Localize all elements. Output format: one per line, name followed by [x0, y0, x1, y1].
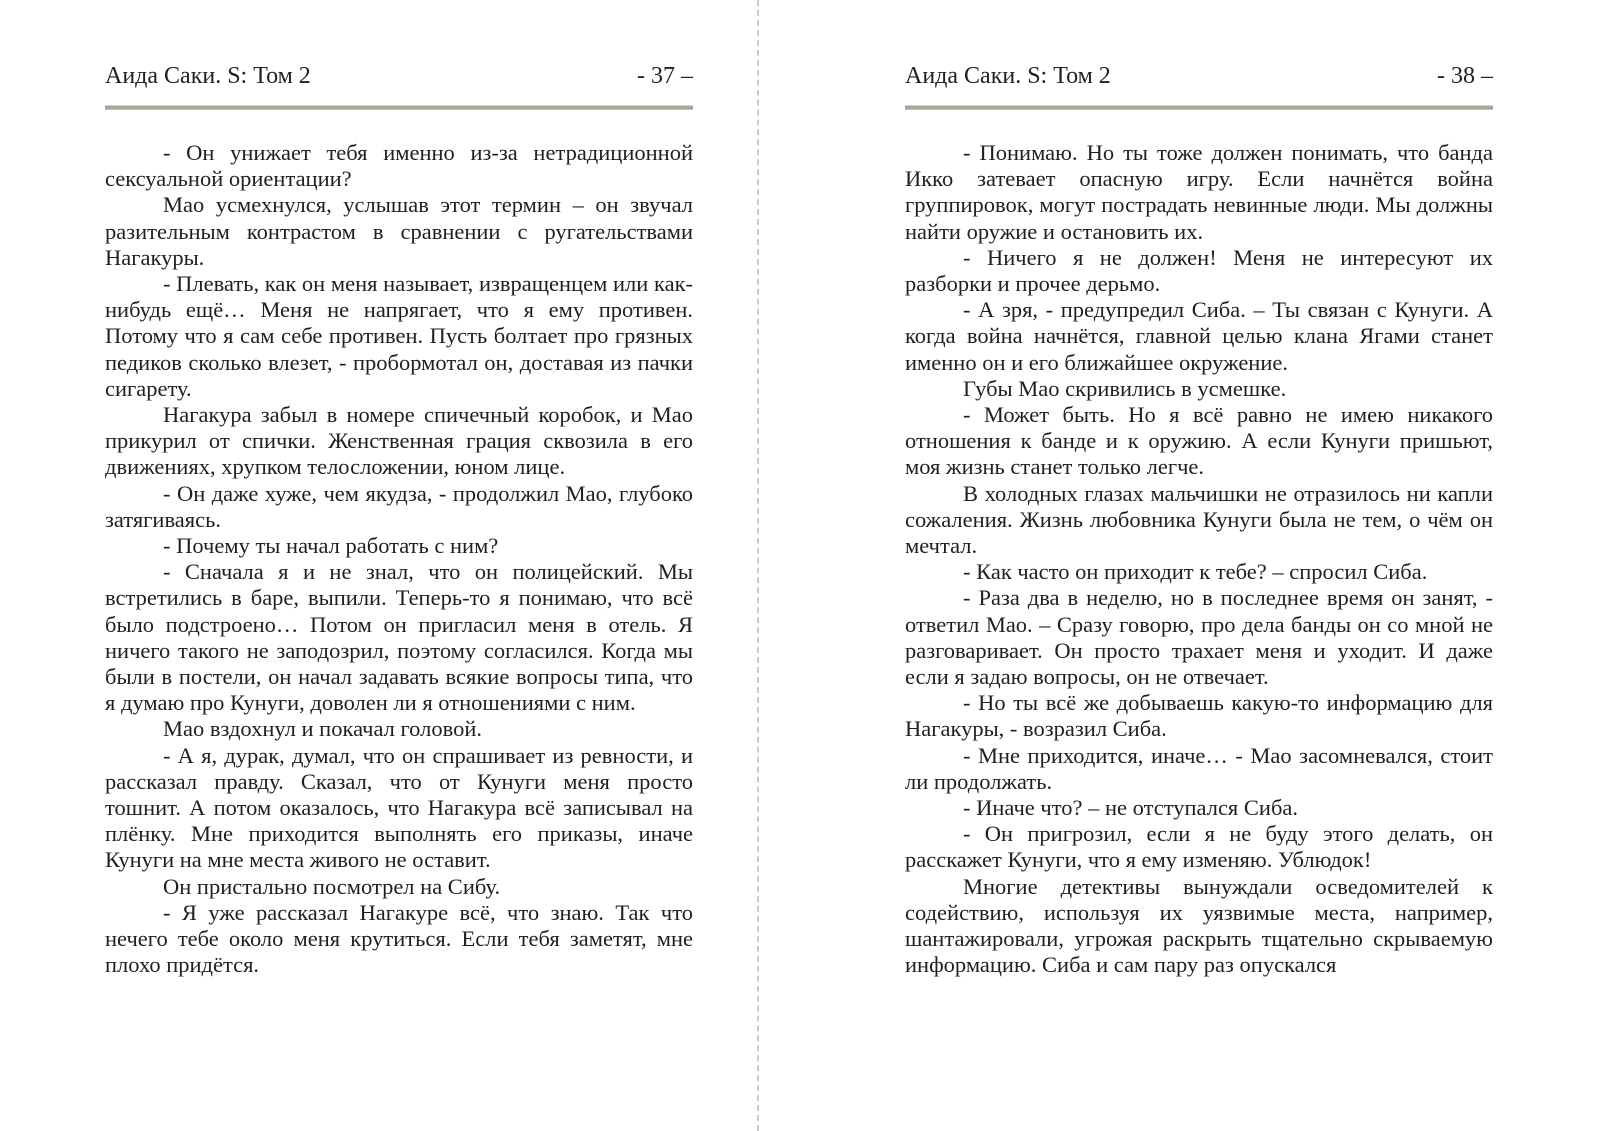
paragraph: - А я, дурак, думал, что он спрашивает из ревности, и рассказал правду. Сказал, что от Кунуги меня просто тошнит. А потом оказалось, что Нагакура всё записывал на плёнку. Мне приходится выполнять его приказы, иначе Кунуги на мне места живого не оставит. — [105, 742, 693, 873]
paragraph: Он пристально посмотрел на Сибу. — [163, 873, 501, 899]
paragraph: - Я уже рассказал Нагакуре всё, что знаю. Так что нечего тебе около меня крутиться. Если тебя заметят, мне плохо придётся. — [105, 899, 693, 978]
paragraph: - Но ты всё же добываешь какую-то информацию для Нагакуры, - возразил Сиба. — [905, 690, 1493, 742]
paragraph: Мао усмехнулся, услышав этот термин – он звучал разительным контрастом в сравнении с ругательствами Нагакуры. — [105, 192, 693, 270]
page-number: - 38 – — [1437, 63, 1493, 89]
paragraph: Мао вздохнул и покачал головой. — [163, 716, 482, 742]
header-rule — [905, 105, 1493, 110]
running-title: Аида Саки. S: Том 2 — [105, 63, 311, 89]
header-rule — [105, 105, 693, 110]
paragraph: - Он унижает тебя именно из-за нетрадиционной сексуальной ориентации? — [105, 140, 693, 192]
paragraph: Губы Мао скривились в усмешке. — [963, 375, 1287, 401]
paragraph: - Плевать, как он меня называет, извращенцем или как-нибудь ещё… Меня не напрягает, что я ему противен. Потому что я сам себе противен. Пусть болтает про грязных педиков сколько влезет, - пробормотал он, доставая из пачки сигарету. — [105, 271, 693, 401]
paragraph: - Мне приходится, иначе… - Мао засомневался, стоит ли продолжать. — [905, 742, 1493, 794]
paragraph: В холодных глазах мальчишки не отразилось ни капли сожаления. Жизнь любовника Кунуги была не тем, о чём он мечтал. — [905, 480, 1493, 559]
paragraph: - Как часто он приходит к тебе? – спросил Сиба. — [963, 559, 1428, 585]
page-number: - 37 – — [637, 63, 693, 89]
page-divider — [757, 0, 759, 1131]
page-header — [105, 0, 693, 90]
paragraph: - Может быть. Но я всё равно не имею никакого отношения к банде и к оружию. А если Кунуги пришьют, моя жизнь станет только легче. — [905, 402, 1493, 480]
paragraph: Нагакура забыл в номере спичечный коробок, и Мао прикурил от спички. Женственная грация сквозила в его движениях, хрупком телосложении, юном лице. — [105, 402, 693, 480]
paragraph: - Он даже хуже, чем якудза, - продолжил Мао, глубоко затягиваясь. — [105, 480, 693, 532]
paragraph: - Сначала я и не знал, что он полицейский. Мы встретились в баре, выпили. Теперь-то я понимаю, что всё было подстроено… Потом он пригласил меня в отель. Я ничего такого не заподозрил, поэтому согласился. Когда мы были в постели, он начал задавать всякие вопросы типа, что я думаю про Кунуги, доволен ли я отношениями с ним. — [105, 559, 693, 716]
page-38 — [905, 0, 1493, 979]
page-header — [905, 0, 1493, 90]
paragraph: - А зря, - предупредил Сиба. – Ты связан с Кунуги. А когда война начнётся, главной целью клана Ягами станет именно он и его ближайшее окружение. — [905, 297, 1493, 375]
paragraph: - Раза два в неделю, но в последнее время он занят, - ответил Мао. – Сразу говорю, про дела банды он со мной не разговаривает. Он просто трахает меня и уходит. И даже если я задаю вопросы, он не отвечает. — [905, 585, 1493, 690]
page-body — [905, 140, 1493, 979]
paragraph: - Понимаю. Но ты тоже должен понимать, что банда Икко затевает опасную игру. Если начнётся война группировок, могут пострадать невинные люди. Мы должны найти оружие и остановить их. — [905, 140, 1493, 244]
page-37 — [105, 0, 693, 979]
running-title: Аида Саки. S: Том 2 — [905, 63, 1111, 89]
paragraph: - Иначе что? – не отступался Сиба. — [963, 795, 1299, 821]
paragraph: - Ничего я не должен! Меня не интересуют их разборки и прочее дерьмо. — [905, 244, 1493, 297]
paragraph: Многие детективы вынуждали осведомителей к содействию, используя их уязвимые места, например, шантажировали, угрожая раскрыть тщательно скрываемую информацию. Сиба и сам пару раз опускался — [905, 873, 1493, 978]
paragraph: - Почему ты начал работать с ним? — [163, 533, 499, 559]
paragraph: - Он пригрозил, если я не буду этого делать, он расскажет Кунуги, что я ему изменяю. Ублюдок! — [905, 821, 1493, 873]
page-body — [105, 140, 693, 979]
